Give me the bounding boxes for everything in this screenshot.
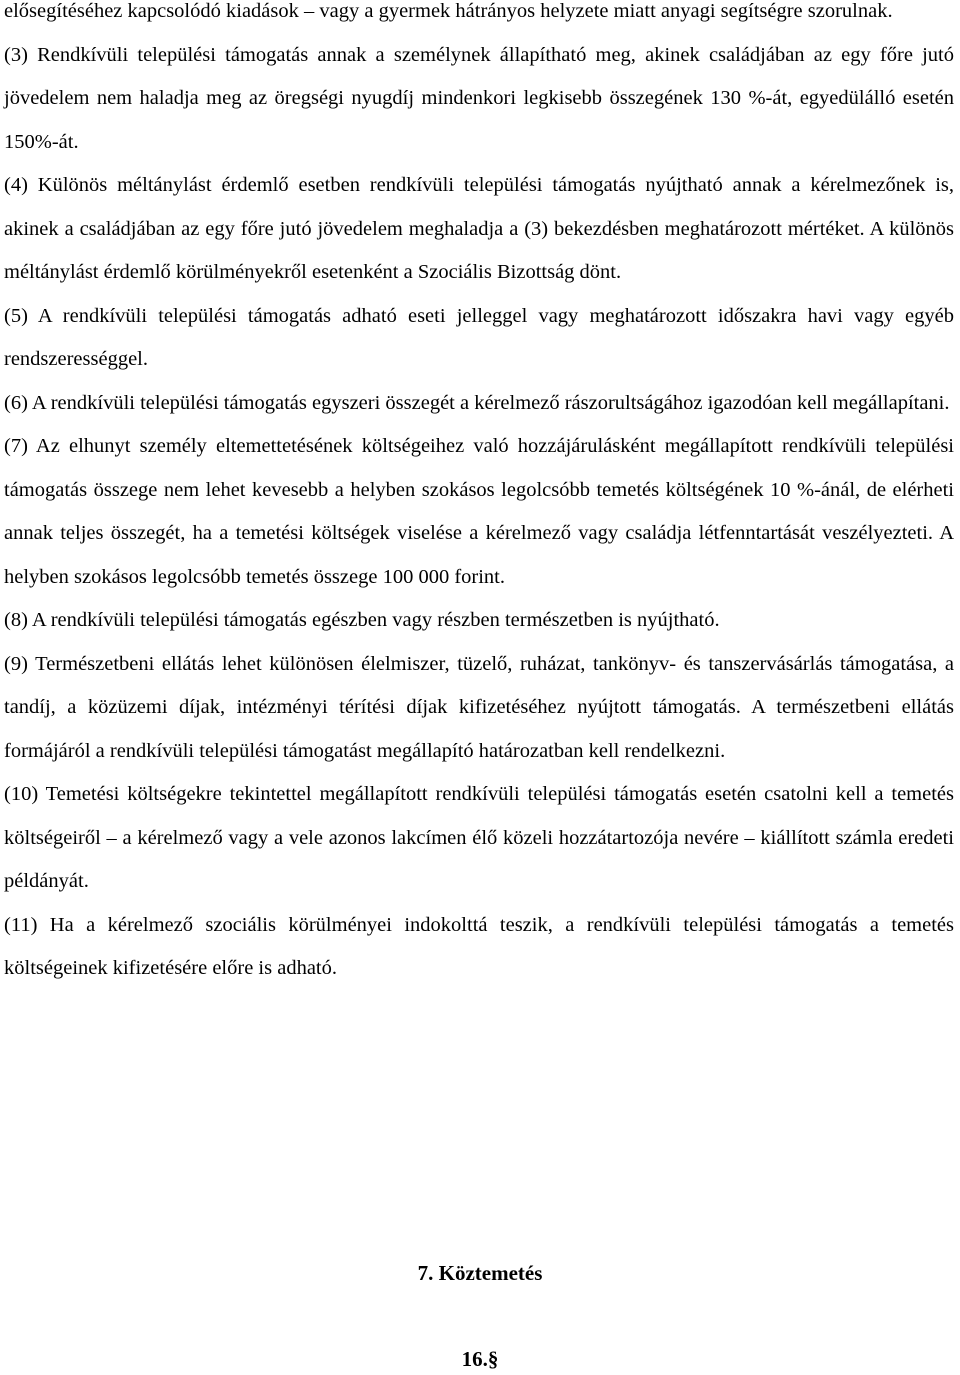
paragraph-heading: 16.§: [461, 1347, 499, 1371]
paragraph-7: (7) Az elhunyt személy eltemettetésének költségeihez való hozzájárulásként megállapított rendkívüli települési támogatás összege nem lehet kevesebb a helyben szokásos legolcsóbb temetés költségének 10 %-ánál, de elérheti annak teljes összegét, ha a temetési költségek viselése a kérelmező vagy családja létfenntartását veszélyezteti. A helyben szokásos legolcsóbb temetés összege 100 000 forint.: [4, 435, 954, 588]
section-heading: 7. Köztemetés: [417, 1261, 543, 1285]
paragraph-9: (9) Természetbeni ellátás lehet különösen élelmiszer, tüzelő, ruházat, tankönyv- és tanszervásárlás támogatása, a tandíj, a közüzemi díjak, intézményi térítési díjak kifizetéséhez nyújtott támogatás. A természetbeni ellátás formájáról a rendkívüli települési támogatást megállapító határozatban kell rendelkezni.: [4, 652, 954, 762]
paragraph-continuation: elősegítéséhez kapcsolódó kiadások – vagy a gyermek hátrányos helyzete miatt anyagi segítségre szorulnak.: [4, 0, 893, 22]
paragraph-6: (6) A rendkívüli települési támogatás egyszeri összegét a kérelmező rászorultságához igazodóan kell megállapítani.: [4, 391, 950, 414]
paragraph-11: (11) Ha a kérelmező szociális körülményei indokolttá teszik, a rendkívüli települési támogatás a temetés költségeinek kifizetésére előre is adható.: [4, 913, 954, 979]
paragraph-5: (5) A rendkívüli települési támogatás adható eseti jelleggel vagy meghatározott időszakra havi vagy egyéb rendszerességgel.: [4, 304, 954, 370]
paragraph-10: (10) Temetési költségekre tekintettel megállapított rendkívüli települési támogatás esetén csatolni kell a temetés költségeiről – a kérelmező vagy a vele azonos lakcímen élő közeli hozzátartozója nevére – kiállított számla eredeti példányát.: [4, 783, 954, 892]
paragraph-8: (8) A rendkívüli települési támogatás egészben vagy részben természetben is nyújtható.: [4, 609, 720, 631]
paragraph-3: (3) Rendkívüli települési támogatás annak a személynek állapítható meg, akinek családjában az egy főre jutó jövedelem nem haladja meg az öregségi nyugdíj mindenkori legkisebb összegének 130 %-át, egyedülálló esetén 150%-át.: [4, 43, 954, 153]
paragraph-4: (4) Különös méltánylást érdemlő esetben rendkívüli települési támogatás nyújtható annak a kérelmezőnek is, akinek a családjában az egy főre jutó jövedelem meghaladja a (3) bekezdésben meghatározott mértéket. A különös méltánylást érdemlő körülményekről esetenként a Szociális Bizottság dönt.: [4, 174, 954, 283]
document-page: [4, 0, 954, 991]
